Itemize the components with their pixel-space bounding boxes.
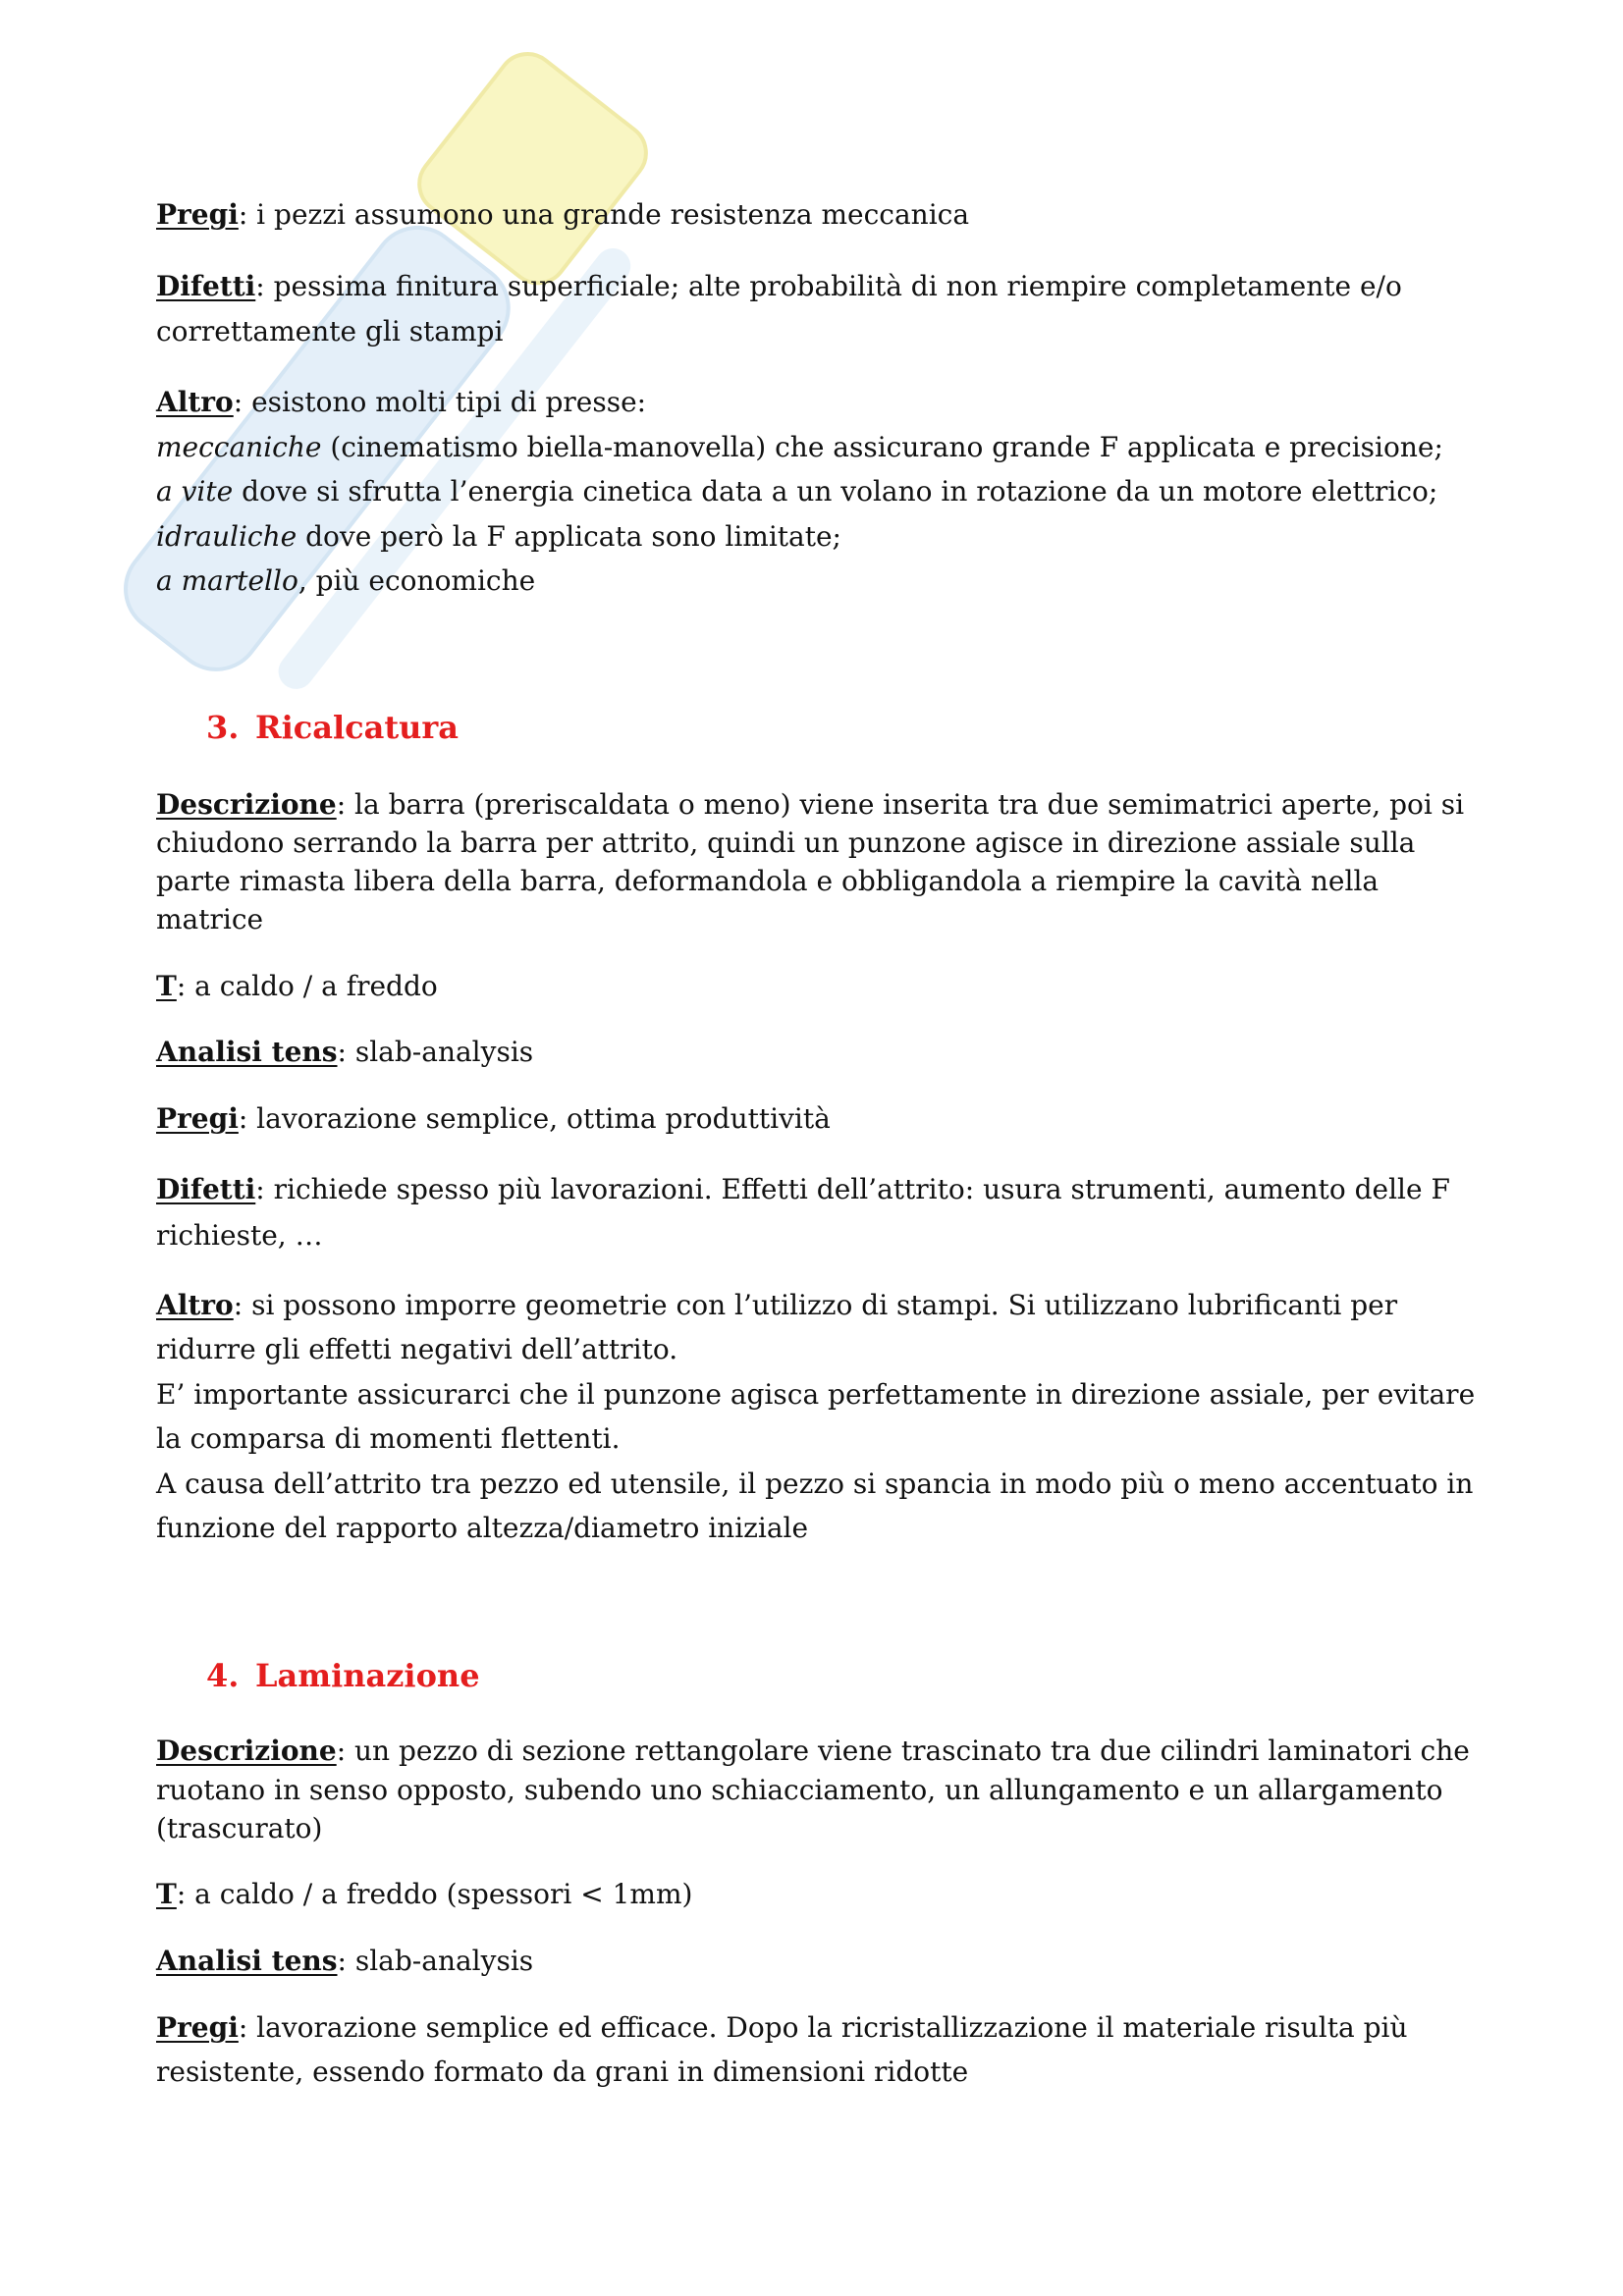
temperatura-paragraph <box>156 967 438 1005</box>
section-heading <box>206 1652 480 1699</box>
section-number: 4. <box>206 1657 240 1694</box>
paragraph-line: la comparsa di momenti flettenti. <box>156 1422 621 1456</box>
field-text: : richiede spesso più lavorazioni. Effetti dell’attrito: usura strumenti, aumento delle F <box>255 1173 1450 1205</box>
field-text: : si possono imporre geometrie con l’utilizzo di stampi. Si utilizzano lubrificanti per <box>233 1289 1398 1321</box>
press-type-name: idrauliche <box>156 519 298 553</box>
paragraph-line: funzione del rapporto altezza/diametro iniziale <box>156 1512 809 1545</box>
paragraph-line <box>156 1033 533 1071</box>
paragraph-line: correttamente gli stampi <box>156 315 504 347</box>
paragraph-line: resistente, essendo formato da grani in dimensioni ridotte <box>156 2056 969 2088</box>
paragraph-line <box>156 2005 1408 2050</box>
paragraph-line: ruotano in senso opposto, subendo uno schiacciamento, un allungamento e un allargamento <box>156 1773 1443 1806</box>
field-label: Difetti <box>156 270 256 302</box>
section-title: Ricalcatura <box>255 709 459 746</box>
paragraph-line: ridurre gli effetti negativi dell’attrito. <box>156 1333 678 1366</box>
section-heading <box>206 704 459 751</box>
press-type-text: , più economiche <box>298 564 536 597</box>
pregi-paragraph <box>156 2005 1408 2094</box>
press-type-text: (cinematismo biella-manovella) che assicurano grande F applicata e precisione; <box>321 430 1443 463</box>
field-label: Analisi tens <box>156 1036 338 1068</box>
press-type-text: dove però la F applicata sono limitate; <box>297 519 841 553</box>
field-text: : a caldo / a freddo (spessori < 1mm) <box>176 1878 693 1910</box>
field-label: Pregi <box>156 2011 239 2044</box>
paragraph-line <box>156 380 1443 425</box>
paragraph-line <box>156 1942 533 1980</box>
press-type-name: a vite <box>156 475 234 507</box>
field-label: Altro <box>156 1289 234 1321</box>
field-label: Analisi tens <box>156 1945 338 1977</box>
paragraph-line <box>156 1099 831 1138</box>
field-text: : slab-analysis <box>337 1945 534 1977</box>
difetti-paragraph <box>156 1166 1450 1258</box>
paragraph-line: matrice <box>156 903 264 935</box>
field-text: : i pezzi assumono una grande resistenza meccanica <box>238 198 970 231</box>
paragraph-line <box>156 967 438 1005</box>
paragraph-line <box>156 1166 1450 1212</box>
difetti-paragraph <box>156 264 1402 354</box>
paragraph-line <box>156 1875 692 1913</box>
paragraph-line: parte rimasta libera della barra, deformandola e obbligandola a riempire la cavità nella <box>156 865 1380 897</box>
paragraph-line: richieste, … <box>156 1219 323 1252</box>
field-label: Descrizione <box>156 788 337 821</box>
field-text: : esistono molti tipi di presse: <box>233 386 647 418</box>
field-label: Pregi <box>156 1102 239 1135</box>
paragraph-line: E’ importante assicurarci che il punzone agisca perfettamente in direzione assiale, per evitare <box>156 1377 1476 1411</box>
section-number: 3. <box>206 709 240 746</box>
field-text: : lavorazione semplice, ottima produttività <box>238 1102 831 1135</box>
field-label: T <box>156 1878 177 1910</box>
field-text: : pessima finitura superficiale; alte probabilità di non riempire completamente e/o <box>255 270 1402 302</box>
paragraph-line <box>156 785 1464 824</box>
paragraph-line: chiudono serrando la barra per attrito, quindi un punzone agisce in direzione assiale sulla <box>156 827 1416 859</box>
altro-paragraph <box>156 1283 1475 1550</box>
field-label: Difetti <box>156 1173 256 1205</box>
altro-paragraph <box>156 380 1443 604</box>
field-text: : lavorazione semplice ed efficace. Dopo la ricristallizzazione il materiale risulta più <box>238 2011 1408 2044</box>
press-type-item <box>156 514 1443 560</box>
pregi-paragraph <box>156 1099 831 1138</box>
paragraph-line <box>156 264 1402 309</box>
paragraph-line <box>156 192 969 237</box>
press-type-item <box>156 425 1443 470</box>
field-label: T <box>156 970 177 1002</box>
temperatura-paragraph <box>156 1875 692 1913</box>
analisi-paragraph <box>156 1942 533 1980</box>
press-type-text: dove si sfrutta l’energia cinetica data a un volano in rotazione da un motore elettrico; <box>233 475 1438 507</box>
field-text: : un pezzo di sezione rettangolare viene trascinato tra due cilindri laminatori che <box>336 1735 1470 1767</box>
paragraph-line: A causa dell’attrito tra pezzo ed utensile, il pezzo si spancia in modo più o meno accentuato in <box>156 1467 1474 1500</box>
pregi-paragraph <box>156 192 969 237</box>
paragraph-line <box>156 1732 1470 1771</box>
press-type-item <box>156 469 1443 514</box>
field-label: Altro <box>156 386 234 418</box>
press-type-item <box>156 559 1443 604</box>
press-type-name: a martello <box>156 564 298 597</box>
section-title: Laminazione <box>255 1657 480 1694</box>
field-label: Pregi <box>156 198 239 231</box>
descrizione-paragraph <box>156 785 1464 938</box>
field-label: Descrizione <box>156 1735 337 1767</box>
press-type-name: meccaniche <box>156 430 322 463</box>
descrizione-paragraph <box>156 1732 1470 1848</box>
field-text: : la barra (preriscaldata o meno) viene inserita tra due semimatrici aperte, poi si <box>336 788 1465 821</box>
paragraph-line <box>156 1283 1475 1327</box>
analisi-paragraph <box>156 1033 533 1071</box>
paragraph-line: (trascurato) <box>156 1812 323 1844</box>
field-text: : slab-analysis <box>337 1036 534 1068</box>
field-text: : a caldo / a freddo <box>176 970 438 1002</box>
